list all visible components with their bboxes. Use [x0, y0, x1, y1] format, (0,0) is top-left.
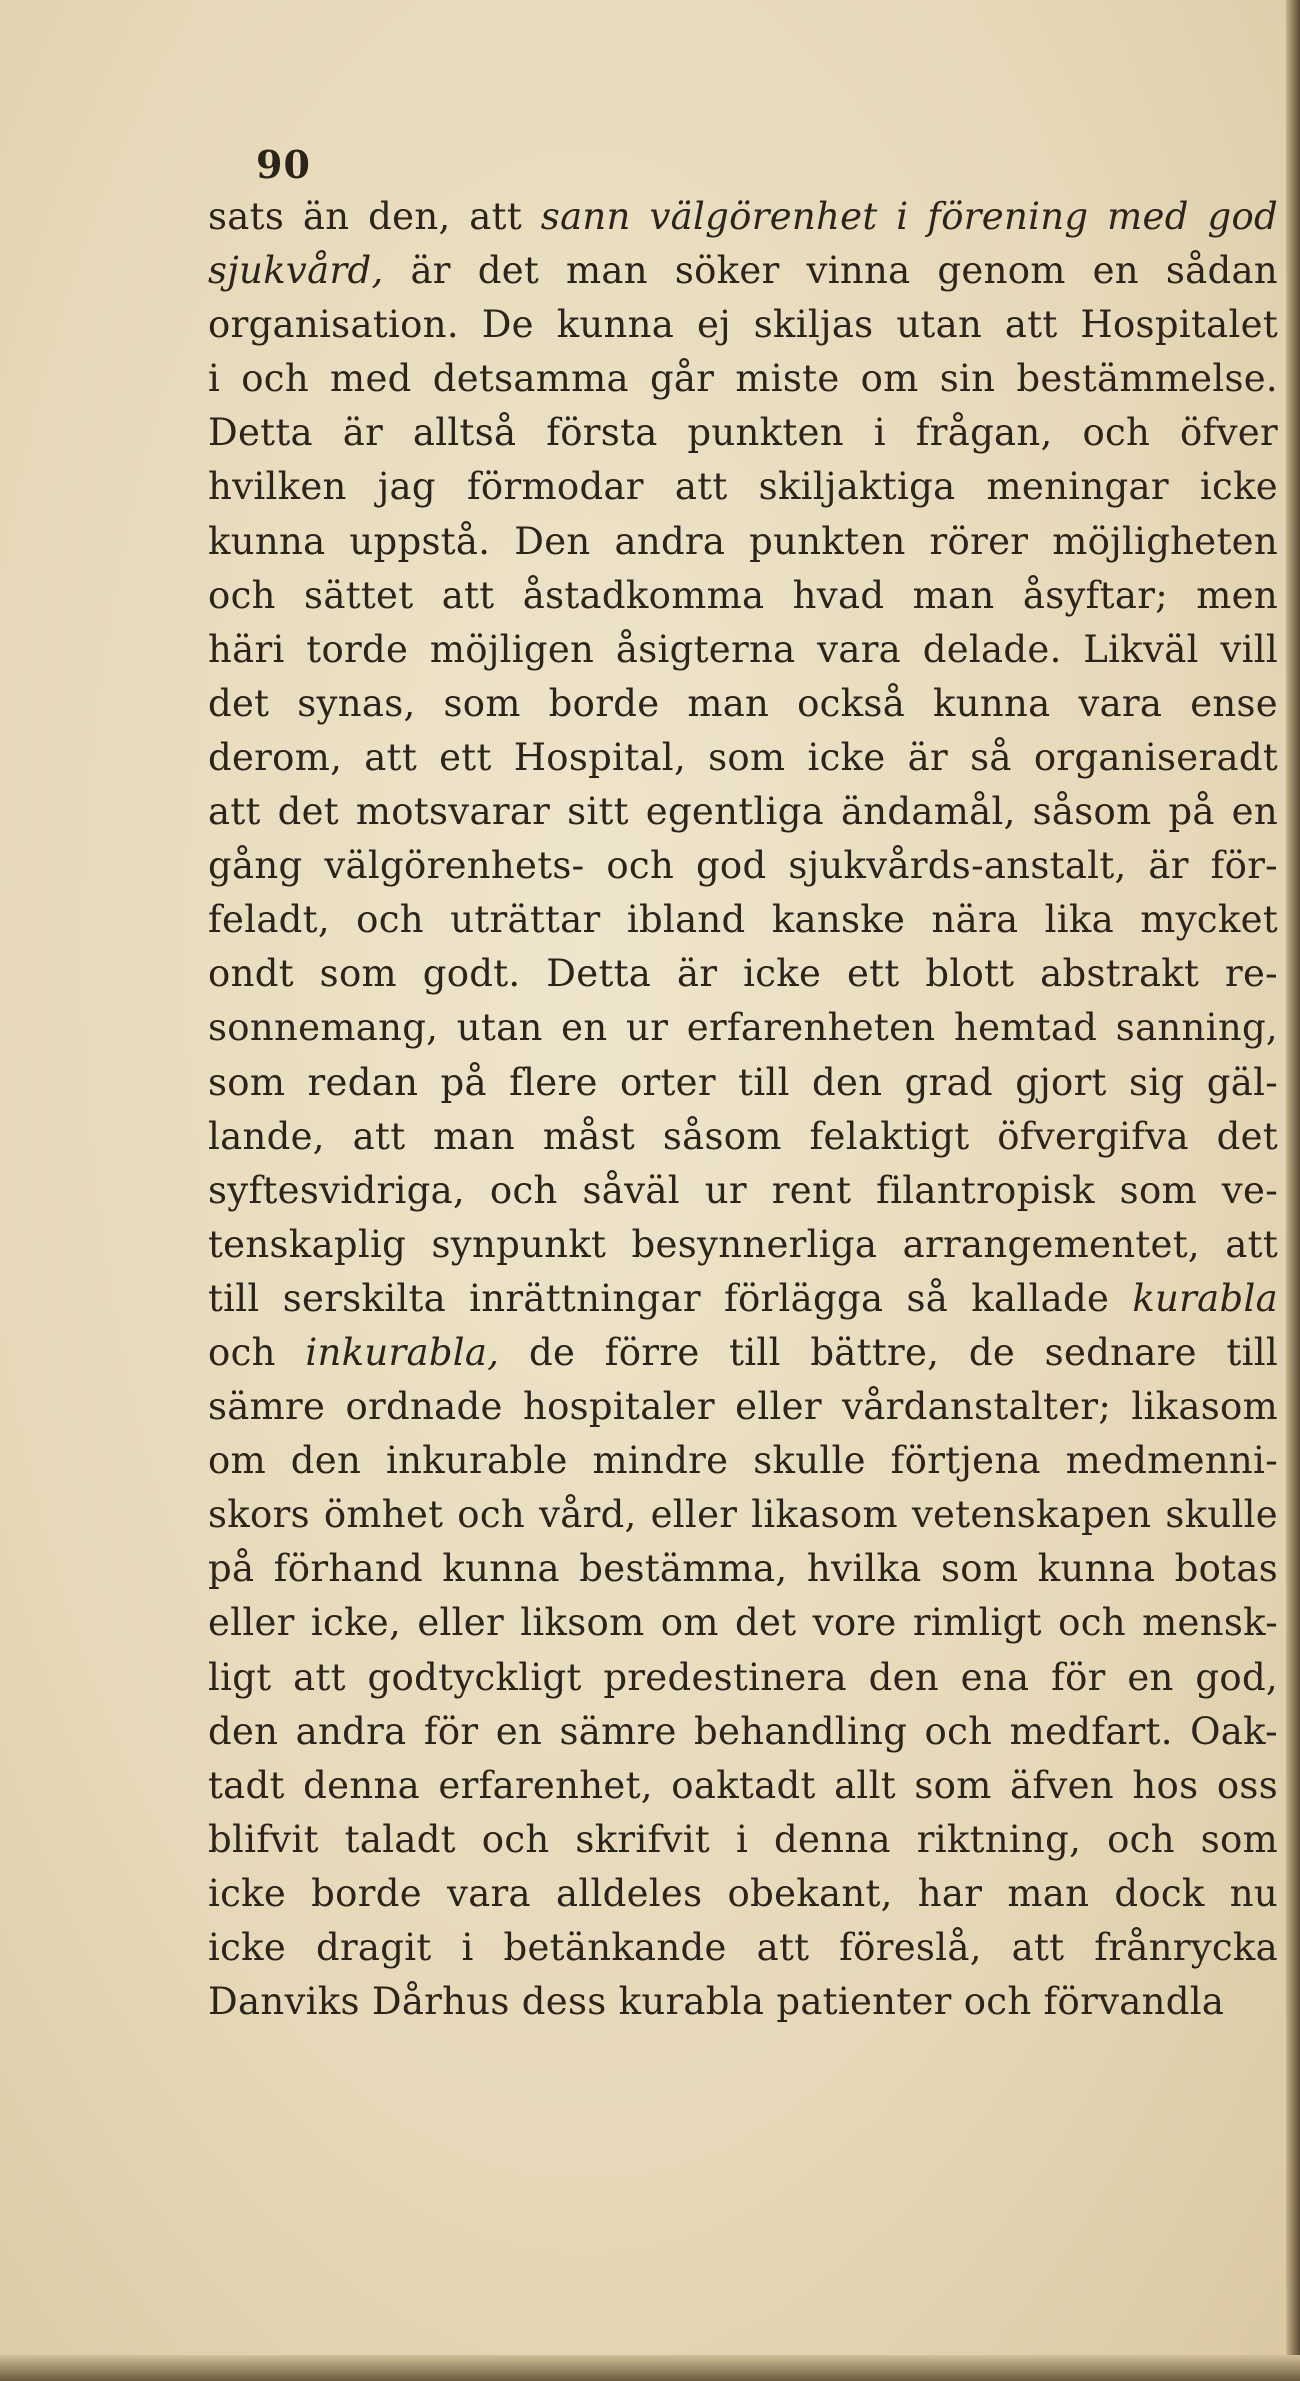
- text-run: gång välgörenhets- och god sjukvårds-anstalt, är för-: [208, 844, 1278, 888]
- text-line: [208, 406, 1278, 460]
- text-line: [208, 1380, 1278, 1434]
- text-run: derom, att ett Hospital, som icke är så organiseradt: [208, 735, 1278, 779]
- text-run: ligt att godtyckligt predestinera den ena för en god,: [208, 1655, 1278, 1699]
- text-run: skors ömhet och vård, eller likasom vetenskapen skulle: [208, 1493, 1278, 1537]
- text-run: är det man söker vinna genom en sådan: [383, 249, 1278, 293]
- body-text: [208, 190, 1278, 2029]
- text-run: och sättet att åstadkomma hvad man åsyftar; men: [208, 573, 1278, 617]
- text-run: den andra för en sämre behandling och medfart. Oak-: [208, 1709, 1278, 1753]
- text-line: [208, 352, 1278, 406]
- page-edge-shadow: [1286, 0, 1300, 2381]
- text-line: [208, 893, 1278, 947]
- text-line: [208, 569, 1278, 623]
- text-run: organisation. De kunna ej skiljas utan att Hospitalet: [208, 303, 1278, 347]
- text-run: ondt som godt. Detta är icke ett blott abstrakt re-: [208, 952, 1278, 996]
- text-line: [208, 1596, 1278, 1650]
- text-run: det synas, som borde man också kunna vara ense: [208, 681, 1278, 725]
- text-line: [208, 1434, 1278, 1488]
- text-line: [208, 1164, 1278, 1218]
- text-line: [208, 1488, 1278, 1542]
- text-line: [208, 1056, 1278, 1110]
- text-run: icke borde vara alldeles obekant, har man dock nu: [208, 1871, 1278, 1915]
- text-line: [208, 1975, 1278, 2029]
- text-run: hvilken jag förmodar att skiljaktiga meningar icke: [208, 465, 1278, 509]
- text-run: häri torde möjligen åsigterna vara delade. Likväl vill: [208, 627, 1278, 671]
- text-line: [208, 677, 1278, 731]
- italic-text: sann välgörenhet i förening med god: [540, 195, 1279, 238]
- text-line: [208, 1272, 1278, 1326]
- text-run: att det motsvarar sitt egentliga ändamål, såsom på en: [208, 790, 1278, 834]
- text-line: [208, 785, 1278, 839]
- text-run: lande, att man måst såsom felaktigt öfvergifva det: [208, 1114, 1278, 1158]
- page-bottom-edge: [0, 2355, 1300, 2381]
- text-run: om den inkurable mindre skulle förtjena medmenni-: [208, 1439, 1278, 1483]
- text-run: sats än den, att: [208, 195, 541, 238]
- text-line: [208, 839, 1278, 893]
- text-line: [208, 1001, 1278, 1055]
- text-line: [208, 1759, 1278, 1813]
- text-run: Danviks Dårhus dess kurabla patienter och förvandla: [208, 1980, 1225, 2024]
- text-line: [208, 947, 1278, 1001]
- text-run: icke dragit i betänkande att föreslå, att frånrycka: [208, 1926, 1278, 1969]
- italic-text: kurabla: [1132, 1276, 1278, 1320]
- text-line: [208, 244, 1278, 298]
- text-line: [208, 731, 1278, 785]
- text-run: feladt, och uträttar ibland kanske nära lika mycket: [208, 898, 1278, 942]
- text-run: som redan på flere orter till den grad gjort sig gäl-: [208, 1060, 1278, 1104]
- text-run: sämre ordnade hospitaler eller vårdanstalter; likasom: [208, 1385, 1278, 1429]
- text-line: [208, 1867, 1278, 1921]
- text-line: [208, 1110, 1278, 1164]
- text-run: tadt denna erfarenhet, oaktadt allt som äfven hos oss: [208, 1763, 1278, 1807]
- text-line: [208, 1921, 1278, 1975]
- italic-text: sjukvård,: [208, 249, 384, 293]
- text-run: eller icke, eller liksom om det vore rimligt och mensk-: [208, 1601, 1278, 1645]
- text-run: på förhand kunna bestämma, hvilka som kunna botas: [208, 1547, 1278, 1591]
- text-line: [208, 460, 1278, 514]
- text-line: [208, 1705, 1278, 1759]
- text-run: och: [208, 1330, 306, 1374]
- text-line: [208, 1542, 1278, 1596]
- text-line: [208, 190, 1278, 244]
- text-line: [208, 1651, 1278, 1705]
- text-run: tenskaplig synpunkt besynnerliga arrangementet, att: [208, 1222, 1278, 1266]
- italic-text: inkurabla,: [305, 1330, 500, 1374]
- text-run: syftesvidriga, och såväl ur rent filantropisk som ve-: [208, 1168, 1278, 1212]
- text-run: de förre till bättre, de sednare till: [499, 1330, 1278, 1374]
- text-line: [208, 1326, 1278, 1380]
- text-run: i och med detsamma går miste om sin bestämmelse.: [208, 357, 1278, 401]
- text-line: [208, 298, 1278, 352]
- text-line: [208, 1813, 1278, 1867]
- text-run: Detta är alltså första punkten i frågan, och öfver: [208, 411, 1278, 455]
- text-run: blifvit taladt och skrifvit i denna riktning, och som: [208, 1817, 1278, 1861]
- text-run: kunna uppstå. Den andra punkten rörer möjligheten: [208, 519, 1278, 563]
- text-run: till serskilta inrättningar förlägga så kallade: [208, 1276, 1133, 1320]
- text-line: [208, 623, 1278, 677]
- text-line: [208, 515, 1278, 569]
- page-number: 90: [256, 142, 311, 187]
- text-line: [208, 1218, 1278, 1272]
- text-run: sonnemang, utan en ur erfarenheten hemtad sanning,: [208, 1006, 1278, 1050]
